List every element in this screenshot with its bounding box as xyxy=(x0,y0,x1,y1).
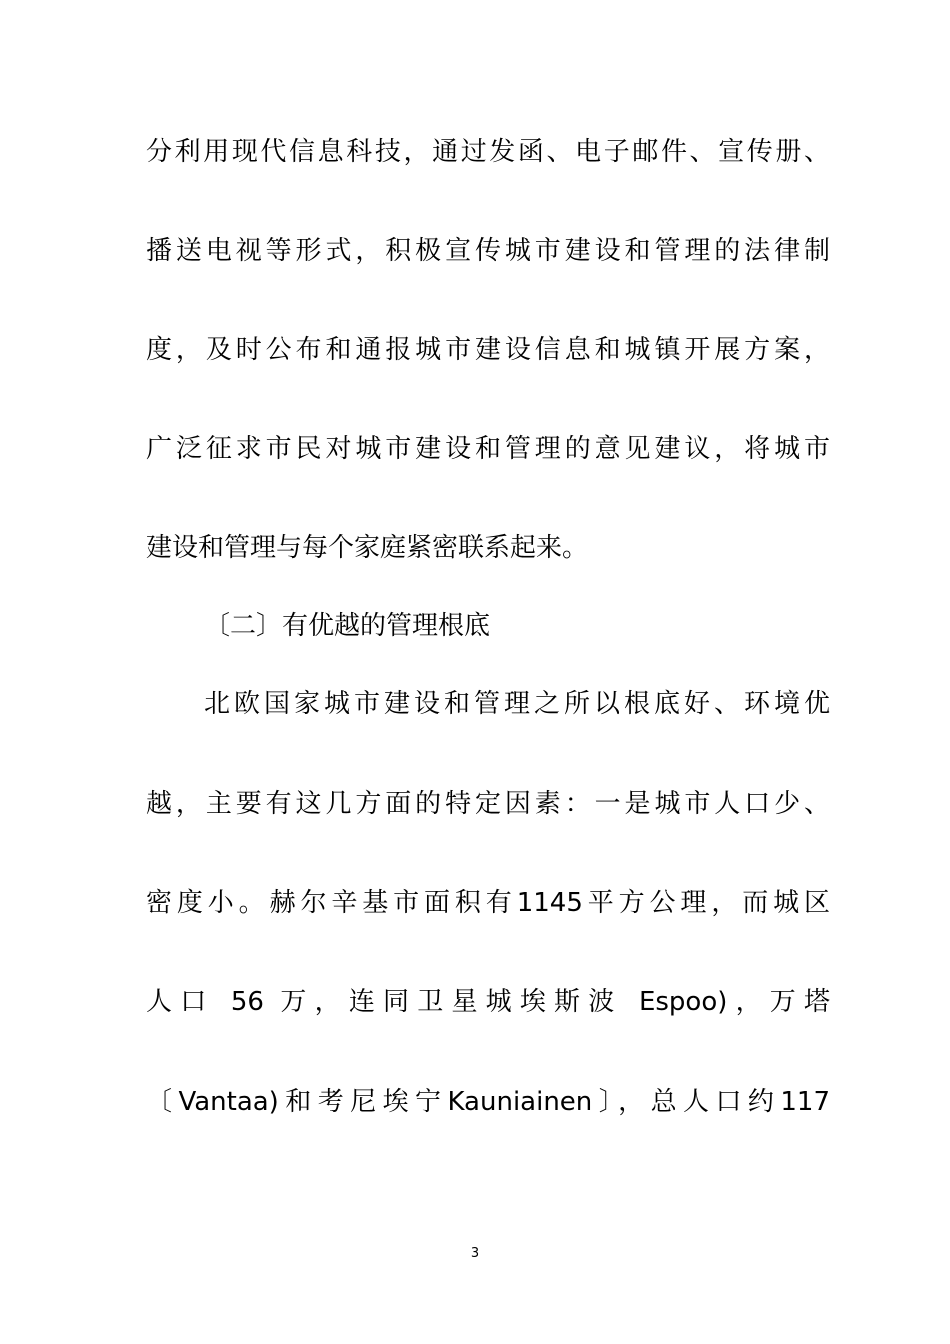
paragraph-line: 〔Vantaa)和考尼埃宁Kauniainen〕，总人口约117 xyxy=(146,1087,830,1117)
paragraph-line: 人口 56 万，连同卫星城埃斯波 Espoo)，万塔 xyxy=(146,987,830,1017)
paragraph-line: 度，及时公布和通报城市建设信息和城镇开展方案， xyxy=(146,335,830,365)
page-number: 3 xyxy=(470,1246,480,1261)
paragraph-line: 密度小。赫尔辛基市面积有1145平方公理，而城区 xyxy=(146,888,830,918)
paragraph-line: 分利用现代信息科技，通过发函、电子邮件、宣传册、 xyxy=(146,137,830,167)
paragraph-line: 北欧国家城市建设和管理之所以根底好、环境优 xyxy=(204,689,830,719)
section-heading: 〔二〕有优越的管理根底 xyxy=(204,611,491,641)
paragraph-line: 播送电视等形式，积极宣传城市建设和管理的法律制 xyxy=(146,236,830,266)
paragraph-line: 越，主要有这几方面的特定因素：一是城市人口少、 xyxy=(146,789,830,819)
paragraph-line: 广泛征求市民对城市建设和管理的意见建议，将城市 xyxy=(146,434,830,464)
paragraph-line: 建设和管理与每个家庭紧密联系起来。 xyxy=(146,533,589,563)
